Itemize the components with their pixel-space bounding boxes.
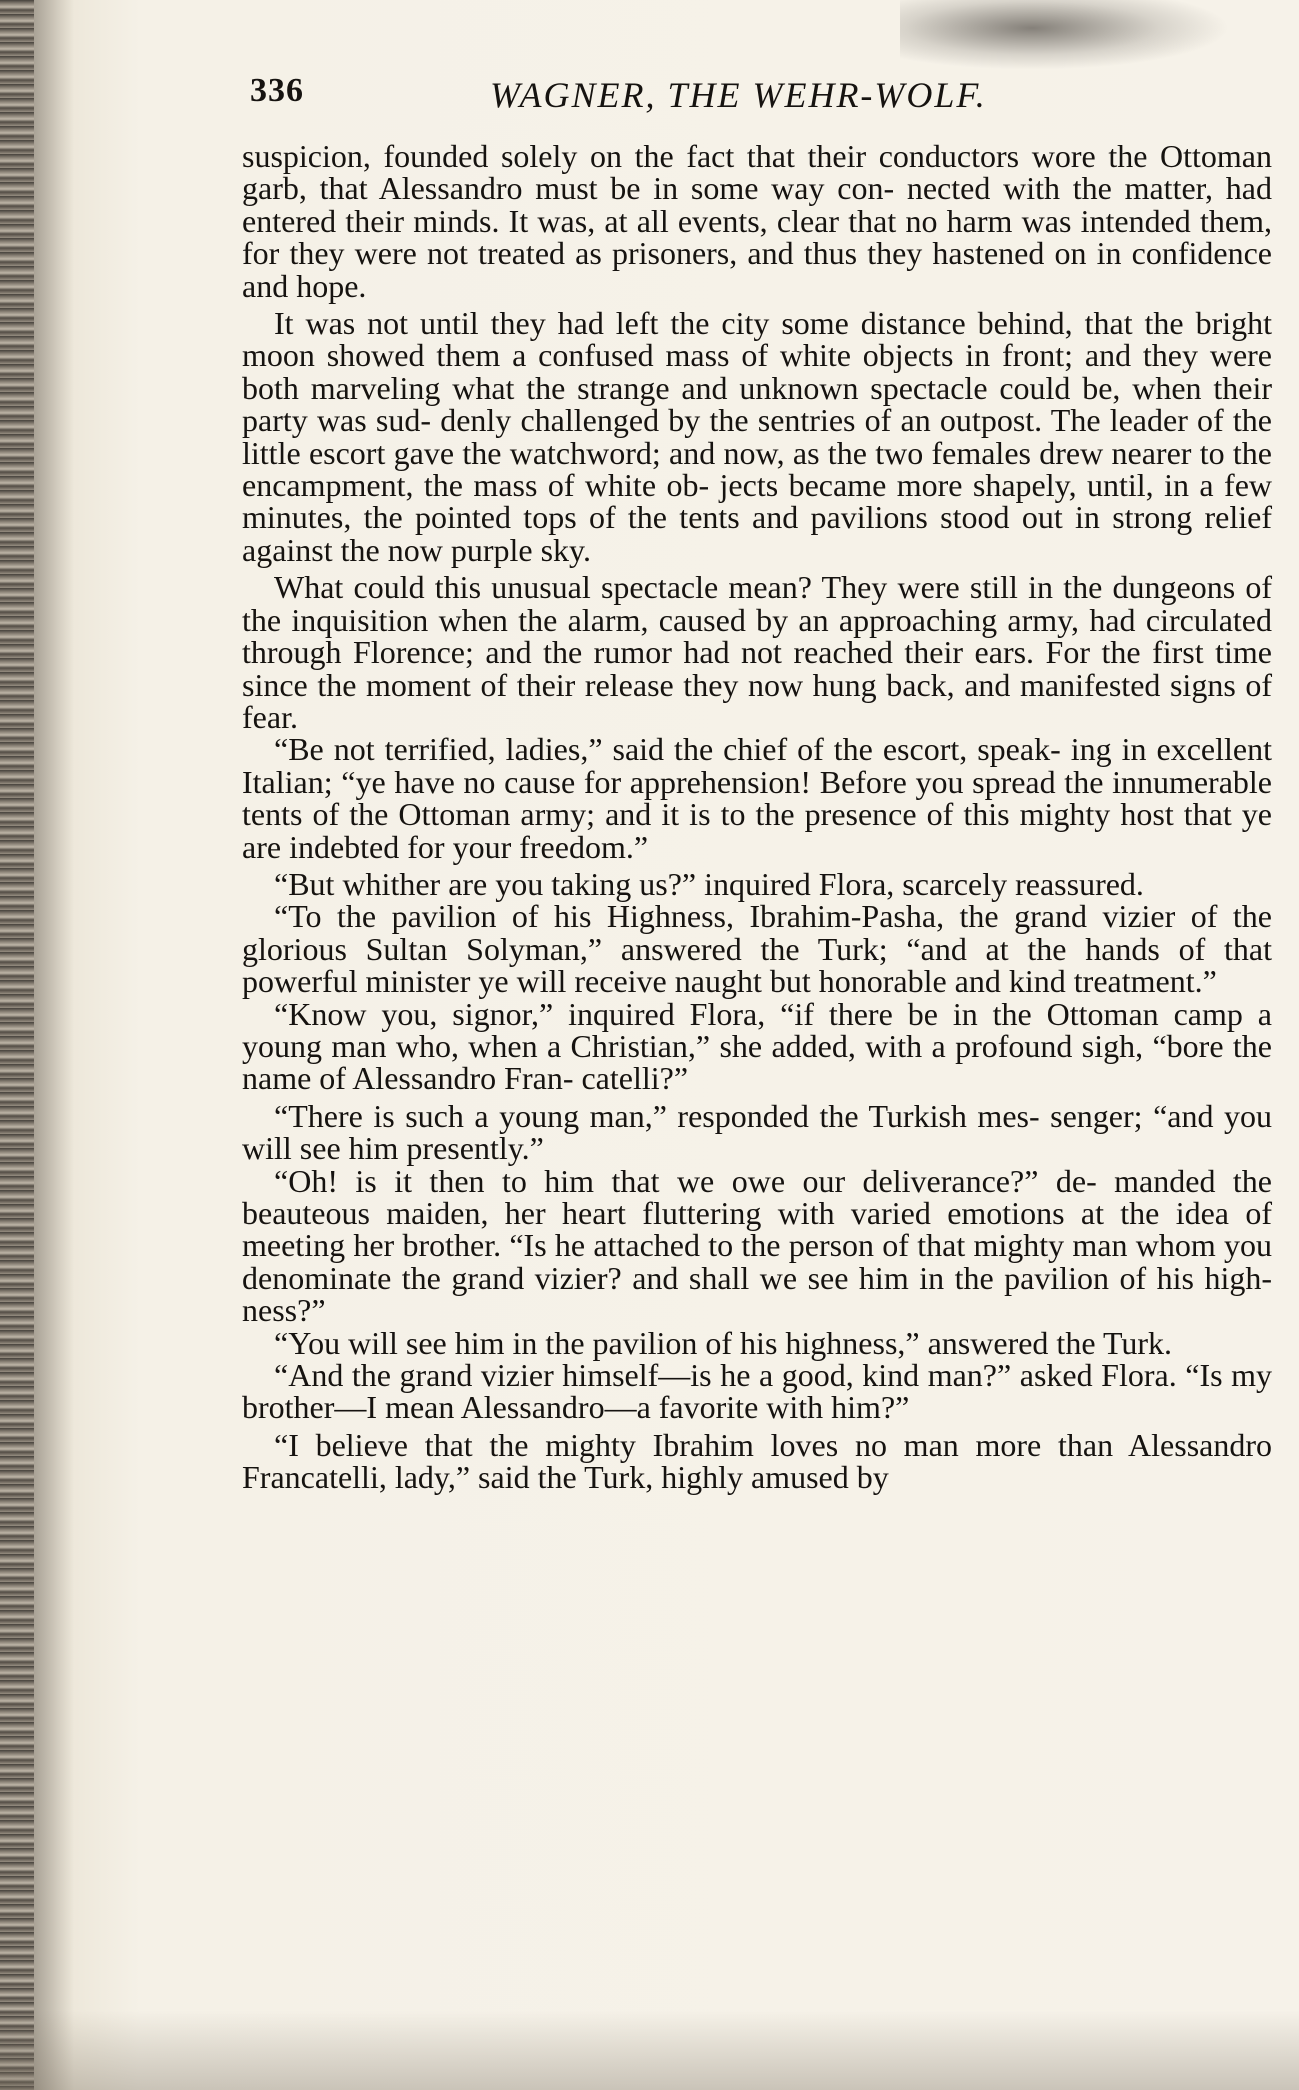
paragraph: “You will see him in the pavilion of his highness,” answered the Turk.	[274, 1324, 1173, 1361]
paragraph: “Oh! is it then to him that we owe our deliverance?” de- manded the beauteous maiden, her heart fluttering with varied emotions at the idea of meeting her brother. “Is he attached to the person of that mighty man whom you denominate the grand vizier? and shall we see him in the pavilion of his high- ness?”	[242, 1162, 1272, 1329]
page-header	[250, 72, 1090, 122]
paragraph: “To the pavilion of his Highness, Ibrahim-Pasha, the grand vizier of the glorious Sultan Solyman,” answered the Turk; “and at the hands of that powerful minister ye will receive naught but honorable and kind treatment.”	[242, 898, 1272, 1000]
page-bottom-wear	[0, 2010, 1299, 2090]
paragraph: “I believe that the mighty Ibrahim loves no man more than Alessandro Francatelli, lady,” said the Turk, highly amused by	[242, 1426, 1272, 1496]
binding-shadow	[34, 0, 74, 2090]
ink-smudge	[900, 0, 1230, 70]
page-binding-edge	[0, 0, 34, 2090]
paragraph: “Be not terrified, ladies,” said the chief of the escort, speak- ing in excellent Italian; “ye have no cause for apprehension! Before you spread the innumerable tents of the Ottoman army; and it is to the presence of this mighty host that ye are indebted for your freedom.”	[242, 731, 1272, 865]
paragraph: “And the grand vizier himself—is he a good, kind man?” asked Flora. “Is my brother—I mean Alessandro—a favorite with him?”	[242, 1357, 1272, 1426]
paragraph: What could this unusual spectacle mean? They were still in the dungeons of the inquisition when the alarm, caused by an approaching army, had circulated through Florence; and the rumor had not reached their ears. For the first time since the moment of their release they now hung back, and manifested signs of fear.	[242, 569, 1272, 735]
paragraph: “There is such a young man,” responded the Turkish mes- senger; “and you will see him presently.”	[242, 1097, 1272, 1167]
paragraph: suspicion, founded solely on the fact that their conductors wore the Ottoman garb, that Alessandro must be in some way con- nected with the matter, had entered their minds. It was, at all events, clear that no harm was intended them, for they were not treated as prisoners, and thus they hastened on in confidence and hope.	[242, 138, 1272, 304]
paragraph: It was not until they had left the city some distance behind, that the bright moon showed them a confused mass of white objects in front; and they were both marveling what the strange and unknown spectacle could be, when their party was sud- denly challenged by the sentries of an outpost. The leader of the little escort gave the watchword; and now, as the two females drew nearer to the encampment, the mass of white ob- jects became more shapely, until, in a few minutes, the pointed tops of the tents and pavilions stood out in strong relief against the now purple sky.	[242, 305, 1272, 568]
page-number: 336	[250, 72, 304, 109]
body-text	[242, 140, 1272, 1494]
paragraph: “Know you, signor,” inquired Flora, “if there be in the Ottoman camp a young man who, when a Christian,” she added, with a profound sigh, “bore the name of Alessandro Fran- catelli?”	[242, 995, 1272, 1097]
running-title: WAGNER, THE WEHR-WOLF.	[490, 75, 987, 115]
paragraph: “But whither are you taking us?” inquired Flora, scarcely reassured.	[274, 865, 1144, 902]
